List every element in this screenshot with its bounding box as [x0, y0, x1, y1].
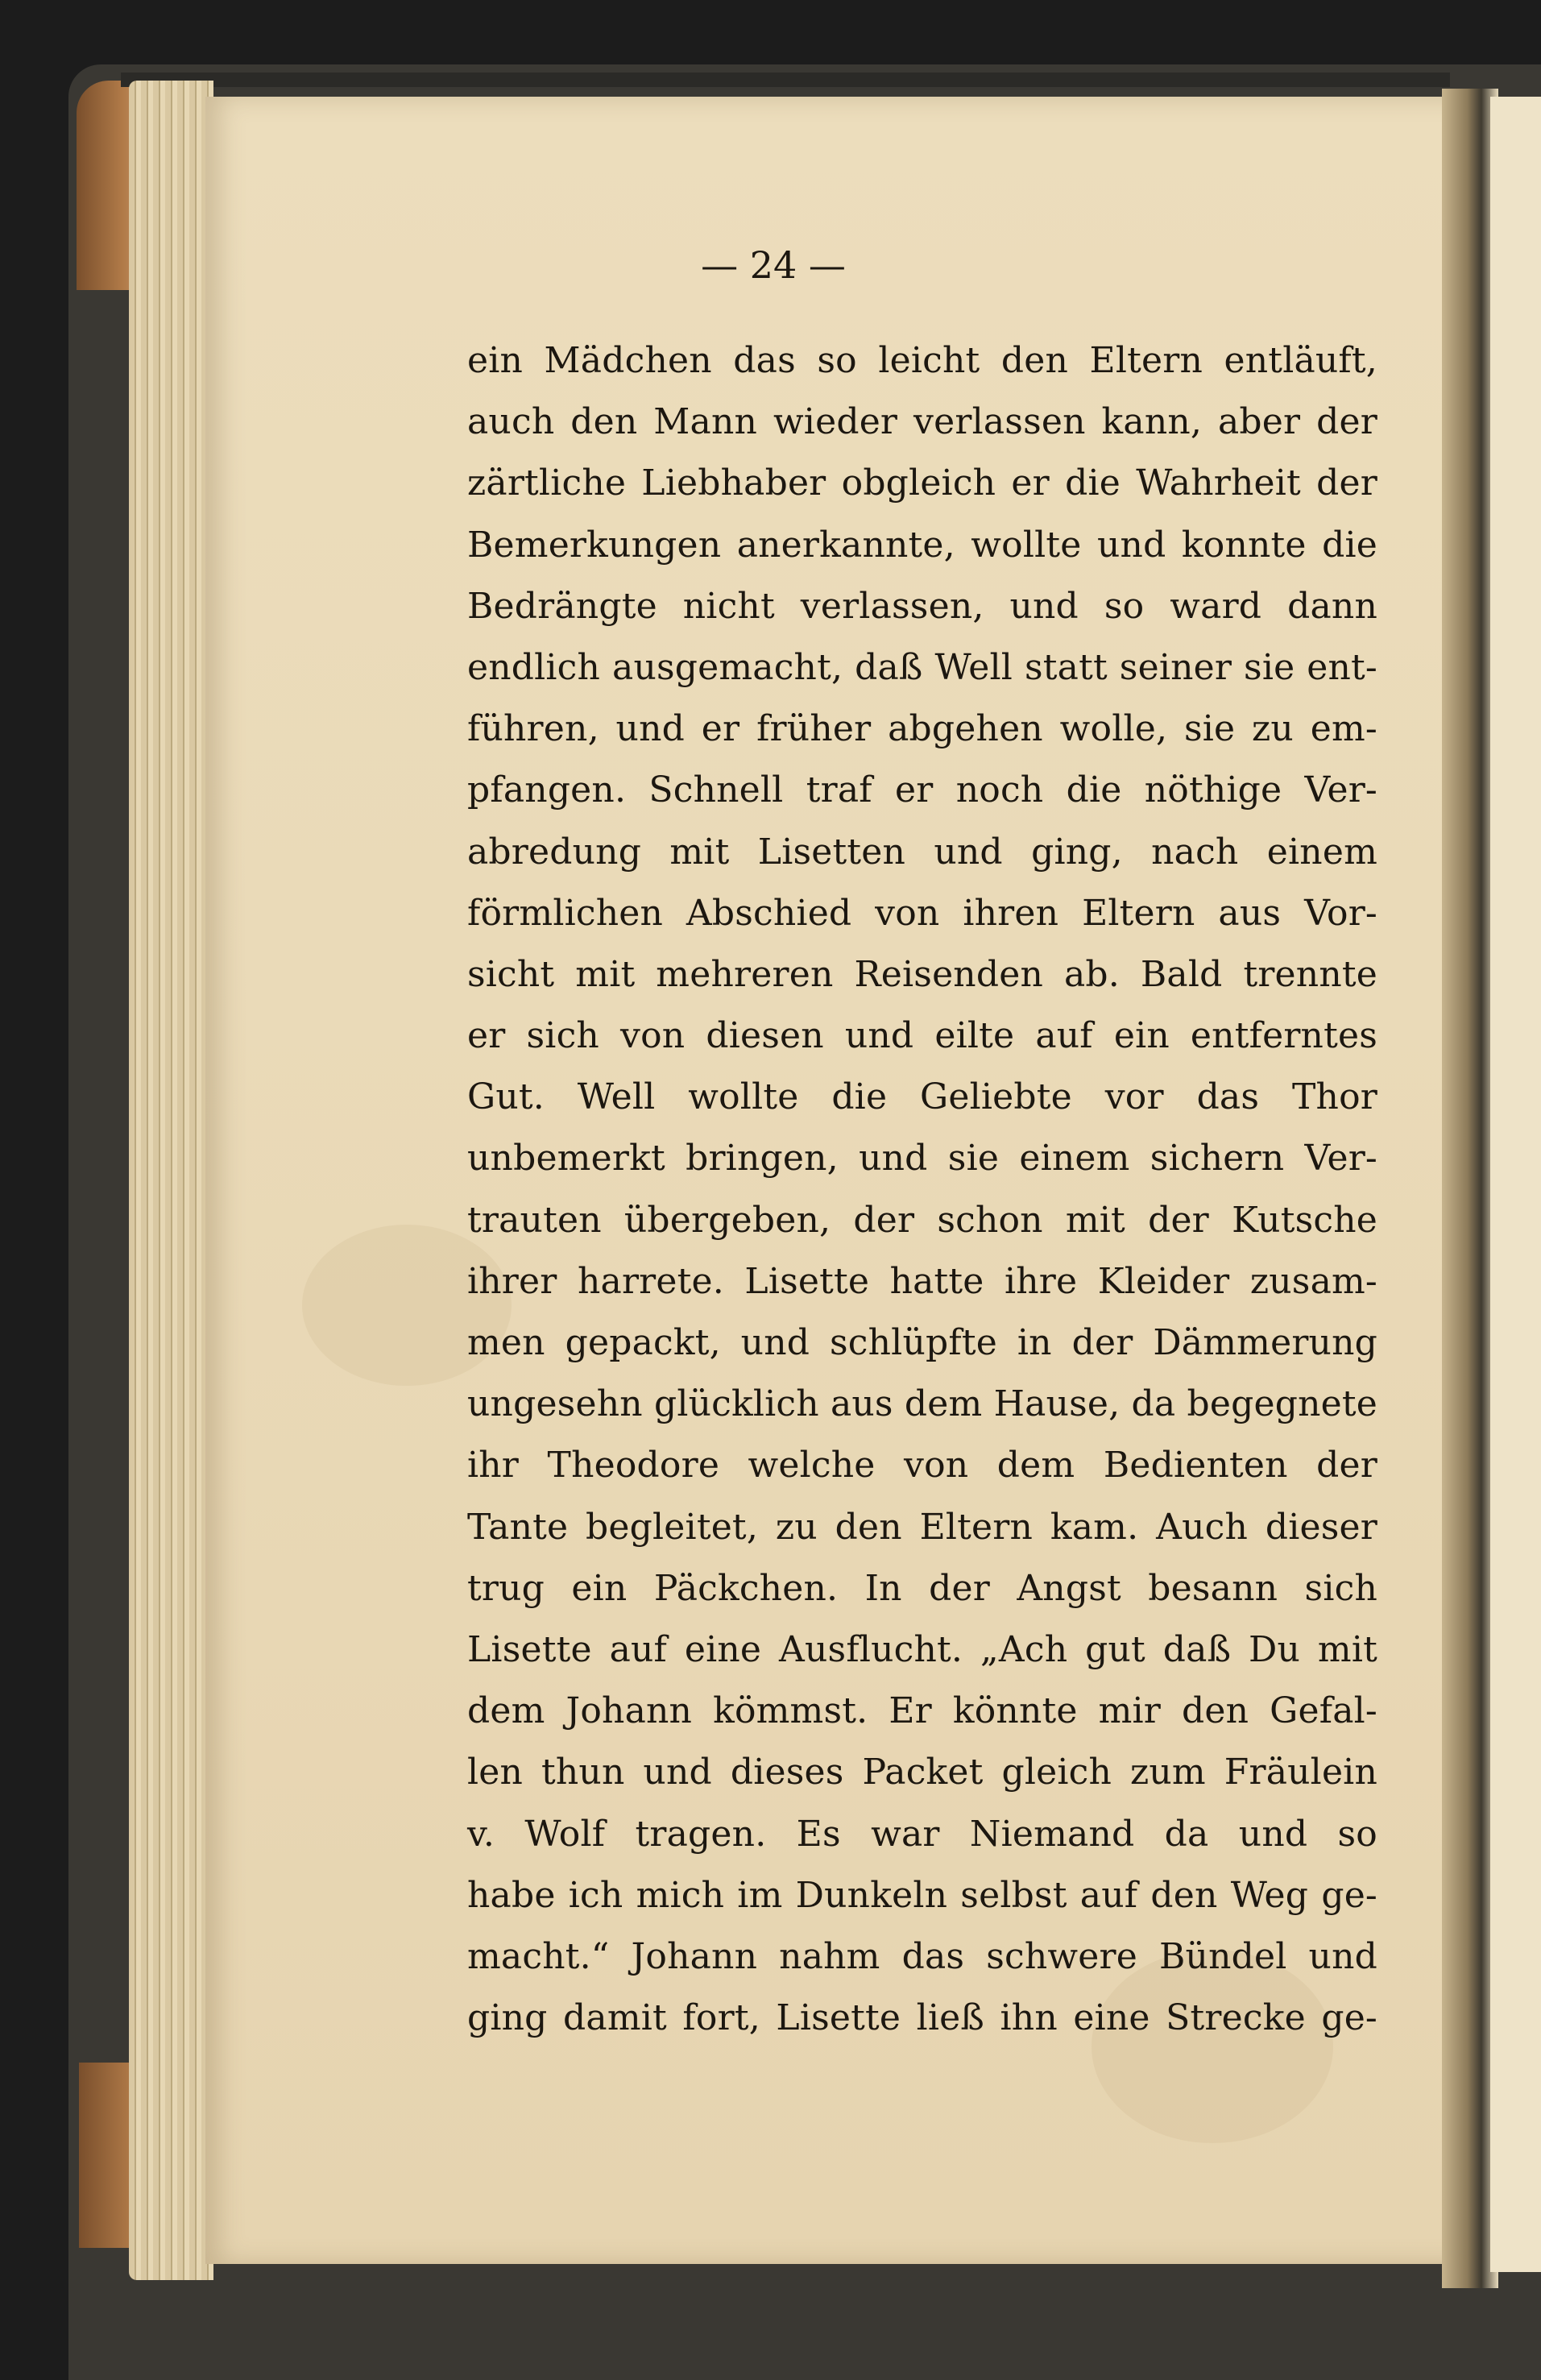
text-line: führen, und er früher abgehen wolle, sie zu em-	[467, 708, 1377, 750]
text-line: Bedrängte nicht verlassen, und so ward dann	[467, 585, 1377, 627]
text-line: Lisette auf eine Ausflucht. „Ach gut daß Du mit	[467, 1628, 1377, 1670]
text-line: ging damit fort, Lisette ließ ihn eine Strecke ge-	[467, 1997, 1377, 2039]
text-line: len thun und dieses Packet gleich zum Fräulein	[467, 1752, 1377, 1793]
text-line: habe ich mich im Dunkeln selbst auf den Weg ge-	[467, 1874, 1377, 1916]
text-line: unbemerkt bringen, und sie einem sichern Ver-	[467, 1138, 1377, 1180]
top-edge-shadow	[121, 73, 1450, 87]
page-text	[467, 330, 1377, 2049]
text-line: zärtliche Liebhaber obgleich er die Wahrheit der	[467, 462, 1377, 504]
text-line: ungesehn glücklich aus dem Hause, da begegnete	[467, 1383, 1377, 1425]
text-line: ein Mädchen das so leicht den Eltern entläuft,	[467, 340, 1377, 381]
page-number: — 24 —	[701, 243, 846, 287]
text-line: trauten übergeben, der schon mit der Kutsche	[467, 1199, 1377, 1241]
text-line: er sich von diesen und eilte auf ein entferntes	[467, 1015, 1377, 1057]
text-line: Gut. Well wollte die Geliebte vor das Thor	[467, 1076, 1377, 1118]
text-line: men gepackt, und schlüpfte in der Dämmerung	[467, 1322, 1377, 1363]
text-line: ihr Theodore welche von dem Bedienten der	[467, 1445, 1377, 1486]
text-line: endlich ausgemacht, daß Well statt seiner sie ent-	[467, 646, 1377, 688]
text-line: dem Johann kömmst. Er könnte mir den Gefal-	[467, 1690, 1377, 1732]
text-line: abredung mit Lisetten und ging, nach einem	[467, 831, 1377, 873]
text-line: sicht mit mehreren Reisenden ab. Bald trennte	[467, 953, 1377, 995]
text-line: pfangen. Schnell traf er noch die nöthige Ver-	[467, 769, 1377, 811]
text-line: v. Wolf tragen. Es war Niemand da und so	[467, 1813, 1377, 1855]
text-line: förmlichen Abschied von ihren Eltern aus Vor-	[467, 892, 1377, 934]
text-line: trug ein Päckchen. In der Angst besann sich	[467, 1567, 1377, 1609]
text-line: Tante begleitet, zu den Eltern kam. Auch dieser	[467, 1506, 1377, 1548]
page-edges	[129, 81, 213, 2280]
text-line: auch den Mann wieder verlassen kann, aber der	[467, 401, 1377, 443]
facing-page-edge	[1490, 97, 1541, 2272]
text-line: macht.“ Johann nahm das schwere Bündel und	[467, 1935, 1377, 1977]
text-line: ihrer harrete. Lisette hatte ihre Kleider zusam-	[467, 1260, 1377, 1302]
text-line: Bemerkungen anerkannte, wollte und konnte die	[467, 524, 1377, 566]
